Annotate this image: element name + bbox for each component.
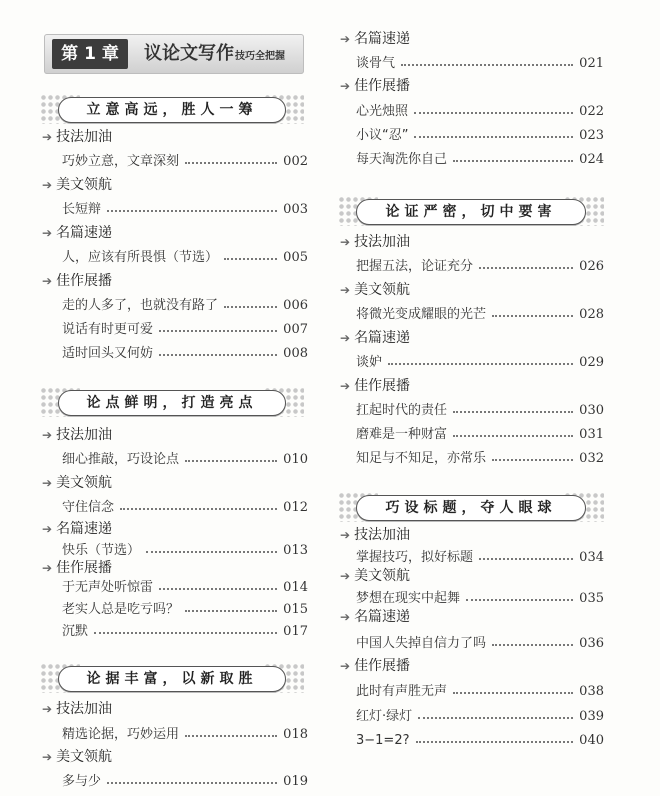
chapter-number: 第 1 章 — [52, 39, 128, 69]
entry-page: 026 — [579, 259, 604, 274]
entry-page: 002 — [283, 154, 308, 169]
dot-leader — [453, 411, 573, 413]
toc-entry[interactable] — [62, 317, 308, 337]
section-header — [40, 663, 304, 693]
category-label: ➔ 佳作展播 — [42, 273, 113, 289]
entry-page: 012 — [283, 500, 308, 515]
entry-title: 说话有时更可爱 — [62, 322, 154, 337]
chapter-subtitle: 技巧全把握 — [235, 51, 285, 62]
toc-entry[interactable] — [62, 149, 308, 169]
entry-title: 老实人总是吃亏吗？ — [62, 602, 180, 617]
entry-title: 3−1=2? — [356, 733, 410, 748]
entry-page: 031 — [579, 427, 604, 442]
arrow-right-icon: ➔ — [340, 79, 351, 93]
toc-entry[interactable] — [356, 422, 604, 442]
entry-page: 008 — [283, 346, 308, 361]
entry-title: 巧妙立意，文章深刻 — [62, 154, 180, 169]
section-header — [40, 387, 304, 417]
entry-title: 细心推敲，巧设论点 — [62, 452, 180, 467]
entry-title: 把握五法，论证充分 — [356, 259, 474, 274]
entry-title: 心光烛照 — [356, 104, 409, 119]
dot-leader — [479, 558, 573, 560]
toc-entry[interactable] — [356, 254, 604, 274]
entry-page: 038 — [579, 684, 604, 699]
dot-leader — [388, 363, 573, 365]
category-label: ➔ 名篇速递 — [340, 609, 411, 625]
arrow-right-icon: ➔ — [340, 528, 351, 542]
arrow-right-icon: ➔ — [42, 750, 53, 764]
section-title: 巧设标题，夺人眼球 — [356, 495, 586, 521]
toc-entry[interactable] — [356, 586, 604, 606]
arrow-right-icon: ➔ — [340, 283, 351, 297]
arrow-right-icon: ➔ — [42, 702, 53, 716]
section-title: 论点鲜明，打造亮点 — [58, 390, 286, 416]
dot-leader — [453, 435, 573, 437]
category-label: ➔ 美文领航 — [42, 749, 113, 765]
section-header — [338, 492, 604, 522]
category-label: ➔ 佳作展播 — [340, 658, 411, 674]
entry-page: 035 — [579, 591, 604, 606]
entry-page: 006 — [283, 298, 308, 313]
dot-leader — [159, 330, 277, 332]
entry-title: 走的人多了，也就没有路了 — [62, 298, 219, 313]
category-label: ➔ 名篇速递 — [42, 521, 113, 537]
category-label: ➔ 美文领航 — [340, 282, 411, 298]
entry-page: 019 — [283, 774, 308, 789]
arrow-right-icon: ➔ — [340, 331, 351, 345]
arrow-right-icon: ➔ — [340, 379, 351, 393]
dot-leader — [492, 459, 573, 461]
entry-title: 将微光变成耀眼的光芒 — [356, 307, 487, 322]
dot-leader — [94, 632, 277, 634]
dot-leader — [185, 735, 277, 737]
entry-title: 多与少 — [62, 774, 102, 789]
toc-entry[interactable] — [356, 728, 604, 748]
entry-title: 掌握技巧，拟好标题 — [356, 550, 474, 565]
toc-entry[interactable] — [356, 123, 604, 143]
entry-title: 快乐（节选） — [62, 543, 141, 558]
section-title: 论证严密，切中要害 — [356, 199, 586, 225]
entry-title: 此时有声胜无声 — [356, 684, 448, 699]
arrow-right-icon: ➔ — [42, 178, 53, 192]
toc-entry[interactable] — [356, 99, 604, 119]
toc-entry[interactable] — [62, 597, 308, 617]
dot-leader — [185, 610, 277, 612]
category-label: ➔ 技法加油 — [42, 129, 113, 145]
toc-entry[interactable] — [62, 495, 308, 515]
toc-entry[interactable] — [62, 575, 308, 595]
entry-page: 029 — [579, 355, 604, 370]
entry-page: 013 — [283, 543, 308, 558]
entry-page: 010 — [283, 452, 308, 467]
toc-entry[interactable] — [62, 722, 308, 742]
dot-leader — [107, 210, 277, 212]
entry-page: 018 — [283, 727, 308, 742]
dot-leader — [401, 64, 573, 66]
entry-page: 015 — [283, 602, 308, 617]
category-label: ➔ 名篇速递 — [340, 31, 411, 47]
arrow-right-icon: ➔ — [42, 522, 53, 536]
arrow-right-icon: ➔ — [340, 32, 351, 46]
entry-title: 精选论据，巧妙运用 — [62, 727, 180, 742]
entry-title: 谈骨气 — [356, 56, 396, 71]
toc-entry[interactable] — [356, 147, 604, 167]
entry-page: 022 — [579, 104, 604, 119]
entry-page: 017 — [283, 624, 308, 639]
entry-title: 中国人失掉自信力了吗 — [356, 636, 487, 651]
entry-page: 039 — [579, 709, 604, 724]
entry-page: 003 — [283, 202, 308, 217]
entry-page: 014 — [283, 580, 308, 595]
dot-leader — [453, 692, 573, 694]
entry-title: 守住信念 — [62, 500, 115, 515]
toc-entry[interactable] — [62, 619, 308, 639]
arrow-right-icon: ➔ — [42, 561, 53, 575]
chapter-title-text: 议论文写作 — [144, 43, 234, 64]
toc-entry[interactable] — [356, 446, 604, 466]
section-title: 论据丰富，以新取胜 — [58, 666, 286, 692]
arrow-right-icon: ➔ — [340, 610, 351, 624]
category-label: ➔ 技法加油 — [42, 427, 113, 443]
dot-leader — [224, 306, 277, 308]
entry-title: 沉默 — [62, 624, 89, 639]
toc-entry[interactable] — [62, 447, 308, 467]
dot-leader — [159, 588, 277, 590]
dot-leader — [416, 741, 574, 743]
entry-title: 小议“忍” — [356, 128, 409, 143]
toc-entry[interactable] — [356, 679, 604, 699]
entry-title: 谈妒 — [356, 355, 383, 370]
toc-entry[interactable] — [356, 704, 604, 724]
toc-entry[interactable] — [62, 538, 308, 558]
entry-page: 007 — [283, 322, 308, 337]
toc-entry[interactable] — [62, 245, 308, 265]
entry-title: 梦想在现实中起舞 — [356, 591, 461, 606]
section-header — [338, 196, 604, 226]
category-label: ➔ 技法加油 — [340, 527, 411, 543]
toc-entry[interactable] — [62, 341, 308, 361]
arrow-right-icon: ➔ — [42, 130, 53, 144]
category-label: ➔ 佳作展播 — [340, 378, 411, 394]
category-label: ➔ 美文领航 — [340, 568, 411, 584]
entry-page: 005 — [283, 250, 308, 265]
toc-entry[interactable] — [356, 302, 604, 322]
toc-entry[interactable] — [62, 769, 308, 789]
entry-title: 每天淘洗你自己 — [356, 152, 448, 167]
toc-entry[interactable] — [62, 293, 308, 313]
category-label: ➔ 美文领航 — [42, 177, 113, 193]
dot-leader — [146, 551, 277, 553]
entry-page: 034 — [579, 550, 604, 565]
dot-leader — [185, 162, 277, 164]
category-label: ➔ 名篇速递 — [340, 330, 411, 346]
entry-title: 知足与不知足，亦常乐 — [356, 451, 487, 466]
toc-entry[interactable] — [356, 398, 604, 418]
dot-leader — [453, 160, 573, 162]
entry-title: 磨难是一种财富 — [356, 427, 448, 442]
dot-leader — [159, 354, 277, 356]
entry-page: 028 — [579, 307, 604, 322]
entry-page: 036 — [579, 636, 604, 651]
dot-leader — [224, 258, 277, 260]
category-label: ➔ 美文领航 — [42, 475, 113, 491]
category-label: ➔ 技法加油 — [42, 701, 113, 717]
dot-leader — [418, 717, 573, 719]
chapter-title — [144, 41, 285, 70]
toc-entry[interactable] — [356, 51, 604, 71]
entry-page: 023 — [579, 128, 604, 143]
arrow-right-icon: ➔ — [42, 274, 53, 288]
category-label: ➔ 名篇速递 — [42, 225, 113, 241]
entry-page: 030 — [579, 403, 604, 418]
dot-leader — [185, 460, 277, 462]
dot-leader — [120, 508, 277, 510]
dot-leader — [414, 136, 573, 138]
category-label: ➔ 技法加油 — [340, 234, 411, 250]
dot-leader — [466, 599, 573, 601]
section-title: 立意高远，胜人一筹 — [58, 97, 286, 123]
toc-entry[interactable] — [356, 350, 604, 370]
arrow-right-icon: ➔ — [340, 659, 351, 673]
chapter-banner — [44, 34, 304, 74]
toc-entry[interactable] — [356, 631, 604, 651]
arrow-right-icon: ➔ — [340, 235, 351, 249]
entry-title: 于无声处听惊雷 — [62, 580, 154, 595]
dot-leader — [414, 112, 573, 114]
arrow-right-icon: ➔ — [340, 569, 351, 583]
dot-leader — [492, 644, 573, 646]
entry-page: 024 — [579, 152, 604, 167]
entry-title: 长短辩 — [62, 202, 102, 217]
toc-entry[interactable] — [356, 545, 604, 565]
entry-page: 040 — [579, 733, 604, 748]
section-header — [40, 94, 304, 124]
toc-entry[interactable] — [62, 197, 308, 217]
dot-leader — [492, 315, 573, 317]
arrow-right-icon: ➔ — [42, 226, 53, 240]
arrow-right-icon: ➔ — [42, 476, 53, 490]
dot-leader — [107, 782, 277, 784]
entry-title: 扛起时代的责任 — [356, 403, 448, 418]
entry-page: 021 — [579, 56, 604, 71]
entry-title: 红灯·绿灯 — [356, 709, 413, 724]
entry-page: 032 — [579, 451, 604, 466]
dot-leader — [479, 267, 573, 269]
arrow-right-icon: ➔ — [42, 428, 53, 442]
category-label: ➔ 佳作展播 — [42, 560, 113, 576]
entry-title: 适时回头又何妨 — [62, 346, 154, 361]
entry-title: 人，应该有所畏惧（节选） — [62, 250, 219, 265]
category-label: ➔ 佳作展播 — [340, 78, 411, 94]
